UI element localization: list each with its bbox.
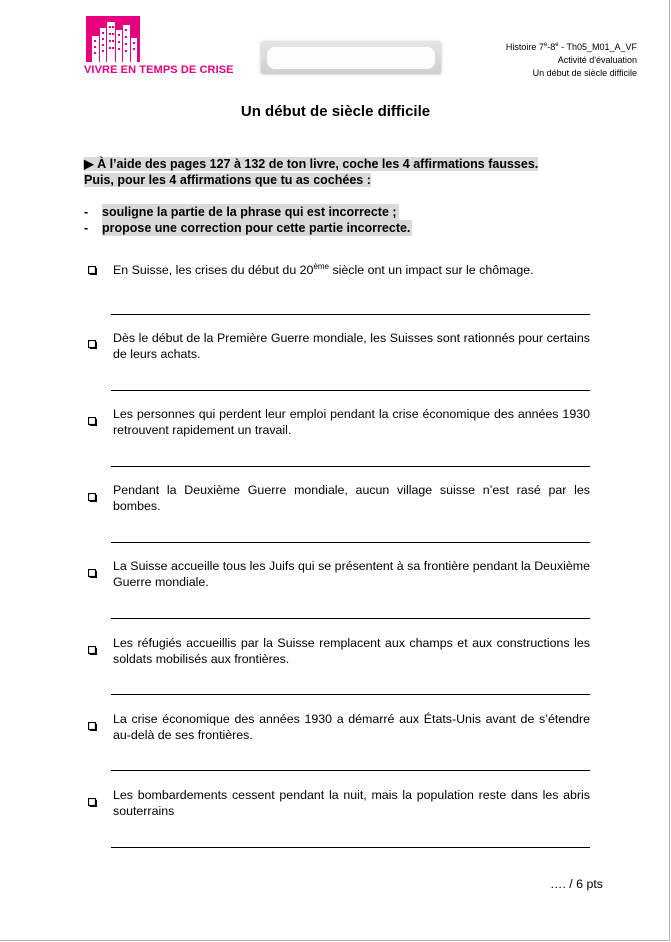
document-meta xyxy=(506,39,637,80)
checkbox[interactable] xyxy=(88,798,97,807)
answer-line[interactable] xyxy=(111,314,590,315)
answer-line[interactable] xyxy=(111,694,590,695)
checkbox[interactable] xyxy=(88,569,97,578)
statement-text: En Suisse, les crises du début du 20ème siècle ont un impact sur le chômage. xyxy=(113,261,534,277)
activity-type: Activité d'évaluation xyxy=(557,55,637,65)
answer-line[interactable] xyxy=(111,770,590,771)
activity-title: Un début de siècle difficile xyxy=(532,68,637,78)
checkbox[interactable] xyxy=(88,266,97,275)
statement-text: La Suisse accueille tous les Juifs qui se présentent à sa frontière pendant la Deuxième Guerre mondiale. xyxy=(113,559,590,589)
answer-line[interactable] xyxy=(111,542,590,543)
student-name-field[interactable] xyxy=(261,42,441,74)
checkbox[interactable] xyxy=(88,340,97,349)
statement-text: Les réfugiés accueillis par la Suisse remplacent aux champs et aux constructions les soldats mobilisés aux frontières. xyxy=(113,636,590,666)
score-field: …. / 6 pts xyxy=(549,877,603,891)
checkbox[interactable] xyxy=(88,493,97,502)
brand-title: VIVRE EN TEMPS DE CRISE xyxy=(84,64,234,76)
page-border-bottom xyxy=(0,940,670,941)
checkbox[interactable] xyxy=(88,417,97,426)
statement-text: Pendant la Deuxième Guerre mondiale, aucun village suisse n’est rasé par les bombes. xyxy=(113,483,590,513)
answer-line[interactable] xyxy=(111,390,590,391)
course-code: Histoire 7e-8e - Th05_M01_A_VF xyxy=(505,42,637,52)
page-title: Un début de siècle difficile xyxy=(240,103,431,120)
instructions xyxy=(84,156,590,188)
page-border-right xyxy=(669,0,670,940)
statement-text: Les personnes qui perdent leur emploi pendant la crise économique des années 1930 retrouvent rapidement un travail. xyxy=(113,407,590,437)
statement-text: Dès le début de la Première Guerre mondiale, les Suisses sont rationnés pour certains de leurs achats. xyxy=(113,331,590,361)
statement-text: La crise économique des années 1930 a démarré aux États-Unis avant de s’étendre au-delà de ses frontières. xyxy=(113,712,590,742)
checkbox[interactable] xyxy=(88,722,97,731)
instruction-line-1: ▶ À l’aide des pages 127 à 132 de ton livre, coche les 4 affirmations fausses. xyxy=(84,157,539,171)
answer-line[interactable] xyxy=(111,618,590,619)
answer-line[interactable] xyxy=(111,466,590,467)
checkbox[interactable] xyxy=(88,646,97,655)
answer-line[interactable] xyxy=(111,847,590,848)
statement-text: Les bombardements cessent pendant la nuit, mais la population reste dans les abris souterrains xyxy=(113,788,590,818)
name-field-blank xyxy=(267,47,435,69)
instruction-line-2: Puis, pour les 4 affirmations que tu as cochées : xyxy=(84,173,371,187)
city-skyline-logo xyxy=(86,16,140,62)
